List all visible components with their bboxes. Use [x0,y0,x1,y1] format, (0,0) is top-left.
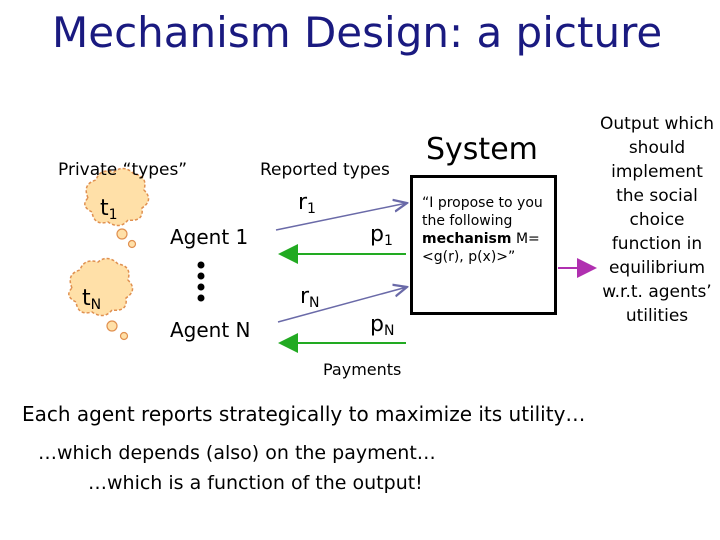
report-rn: $r_N$ [300,284,320,311]
payment-pn: $p_N$ [370,312,395,339]
system-label: System [426,132,538,167]
caption-line-2: …which depends (also) on the payment… [38,442,436,464]
reported-types-label: Reported types [260,160,390,180]
page-title: Mechanism Design: a picture [52,8,663,57]
agents-ellipsis [198,262,205,302]
caption-line-3: …which is a function of the output! [88,472,423,494]
proposal-formula: M=<g(r), p(x)>” [422,231,540,265]
agent-1-label: Agent 1 [170,225,249,249]
agent-n-label: Agent N [170,318,251,342]
proposal-mechanism: mechanism [422,231,512,247]
caption-line-1: Each agent reports strategically to maximize its utility… [22,402,586,426]
mechanism-proposal [422,194,552,266]
type-t1: $t_1$ [100,196,118,223]
type-tn: $t_N$ [82,286,102,313]
payment-p1: $p_1$ [370,222,393,249]
payments-label: Payments [323,360,402,379]
output-description: Output which should implement the social choice function in equilibrium w.r.t. agents’ utilities [600,114,714,326]
report-r1: $r_1$ [298,190,316,217]
private-types-label: Private “types” [58,160,188,180]
proposal-text: “I propose to you the following [422,195,543,229]
